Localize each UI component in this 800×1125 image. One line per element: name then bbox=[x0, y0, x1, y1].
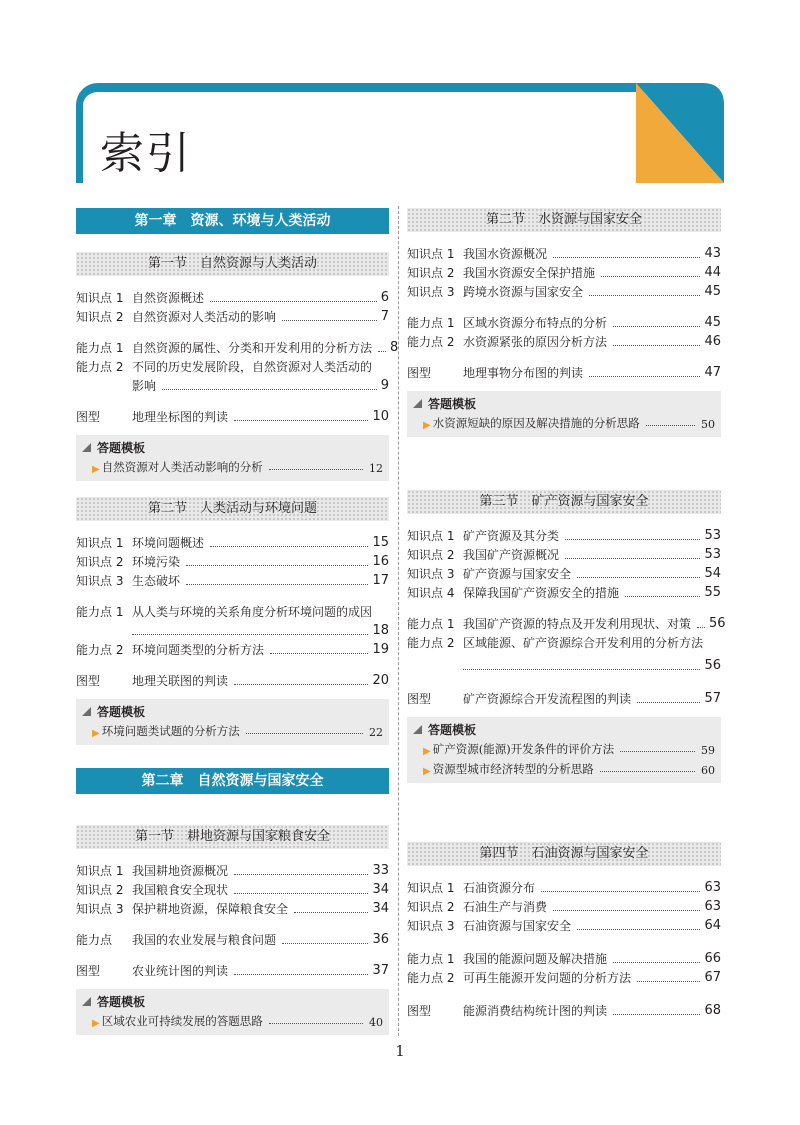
section-2-3 bbox=[407, 490, 726, 783]
entry-row[interactable]: 图型 农业统计图的判读 37 bbox=[76, 963, 389, 978]
entry-row[interactable]: 图型 矿产资源综合开发流程图的判读 57 bbox=[407, 691, 721, 706]
entry-row[interactable]: 知识点 3 生态破坏 17 bbox=[76, 573, 389, 588]
entry-row[interactable]: 能力点 1 从人类与环境的关系角度分析环境问题的成因 bbox=[76, 605, 373, 619]
answer-template-box: 答题模板 ▶ 自然资源对人类活动影响的分析 12 bbox=[76, 435, 389, 481]
entry-row[interactable]: 图型 能源消费结构统计图的判读 68 bbox=[407, 1003, 721, 1018]
triangle-icon bbox=[82, 443, 91, 452]
corner-decoration bbox=[636, 83, 724, 183]
entry-row[interactable]: 图型 地理关联图的判读 20 bbox=[76, 673, 389, 688]
page-title: 索引 bbox=[100, 128, 192, 179]
entry-row[interactable]: 能力点 2 环境问题类型的分析方法 19 bbox=[76, 642, 389, 657]
entry-row[interactable]: 知识点 4 保障我国矿产资源安全的措施 55 bbox=[407, 585, 721, 600]
chapter-2-heading-wrap bbox=[76, 768, 389, 794]
entry-row[interactable]: 能力点 1 自然资源的属性、分类和开发利用的分析方法 8 bbox=[76, 340, 399, 355]
column-divider bbox=[398, 206, 399, 1036]
entry-row[interactable]: 知识点 2 我国水资源安全保护措施 44 bbox=[407, 265, 721, 280]
entry-row[interactable]: 能力点 2 不同的历史发展阶段，自然资源对人类活动的 bbox=[76, 360, 373, 374]
entry-row[interactable]: 能力点 1 我国矿产资源的特点及开发利用现状、对策 56 bbox=[407, 616, 726, 631]
entry-row[interactable]: 知识点 1 石油资源分布 63 bbox=[407, 880, 721, 895]
template-item[interactable]: ▶ 自然资源对人类活动影响的分析 12 bbox=[92, 460, 383, 475]
entry-row-continued[interactable]: 影响 9 bbox=[132, 378, 389, 393]
entry-row[interactable]: 能力点 我国的农业发展与粮食问题 36 bbox=[76, 932, 389, 947]
entry-row[interactable]: 能力点 2 可再生能源开发问题的分析方法 67 bbox=[407, 970, 721, 985]
entry-row[interactable]: 知识点 3 矿产资源与国家安全 54 bbox=[407, 566, 721, 581]
entry-row[interactable]: 知识点 2 自然资源对人类活动的影响 7 bbox=[76, 309, 389, 324]
arrow-right-icon: ▶ bbox=[92, 1018, 100, 1029]
template-item[interactable]: ▶ 矿产资源(能源)开发条件的评价方法 59 bbox=[423, 742, 715, 757]
arrow-right-icon: ▶ bbox=[423, 420, 431, 431]
entry-row[interactable]: 能力点 1 我国的能源问题及解决措施 66 bbox=[407, 951, 721, 966]
section-1-1 bbox=[76, 252, 399, 481]
answer-template-box: 答题模板 ▶ 环境问题类试题的分析方法 22 bbox=[76, 699, 389, 745]
entry-row[interactable]: 知识点 2 我国矿产资源概况 53 bbox=[407, 547, 721, 562]
section-heading: 第二节 水资源与国家安全 bbox=[407, 208, 721, 232]
template-item[interactable]: ▶ 环境问题类试题的分析方法 22 bbox=[92, 724, 383, 739]
template-item[interactable]: ▶ 水资源短缺的原因及解决措施的分析思路 50 bbox=[423, 416, 715, 431]
section-heading: 第四节 石油资源与国家安全 bbox=[407, 842, 721, 866]
entry-row[interactable]: 知识点 1 我国耕地资源概况 33 bbox=[76, 863, 389, 878]
entry-row[interactable]: 知识点 2 我国粮食安全现状 34 bbox=[76, 882, 389, 897]
entry-row[interactable]: 知识点 1 矿产资源及其分类 53 bbox=[407, 528, 721, 543]
entry-row[interactable]: 知识点 2 环境污染 16 bbox=[76, 554, 389, 569]
entry-row[interactable]: 图型 地理事物分布图的判读 47 bbox=[407, 365, 721, 380]
left-column bbox=[76, 208, 389, 234]
section-heading: 第二节 人类活动与环境问题 bbox=[76, 497, 389, 521]
arrow-right-icon: ▶ bbox=[423, 746, 431, 757]
entry-row[interactable]: 知识点 1 自然资源概述 6 bbox=[76, 290, 389, 305]
section-heading: 第一节 耕地资源与国家粮食安全 bbox=[76, 825, 389, 849]
section-heading: 第一节 自然资源与人类活动 bbox=[76, 252, 389, 276]
triangle-icon bbox=[413, 725, 422, 734]
triangle-icon bbox=[82, 997, 91, 1006]
answer-template-box: 答题模板 ▶ 区域农业可持续发展的答题思路 40 bbox=[76, 989, 389, 1035]
answer-template-box: 答题模板 ▶ 矿产资源(能源)开发条件的评价方法 59 ▶ 资源型城市经济转型的分析思路 60 bbox=[407, 717, 721, 783]
entry-row[interactable]: 能力点 1 区域水资源分布特点的分析 45 bbox=[407, 315, 721, 330]
chapter-1-heading: 第一章 资源、环境与人类活动 bbox=[76, 208, 389, 234]
entry-row[interactable]: 知识点 2 石油生产与消费 63 bbox=[407, 899, 721, 914]
section-2-2 bbox=[407, 208, 721, 437]
entry-row[interactable]: 知识点 1 环境问题概述 15 bbox=[76, 535, 389, 550]
arrow-right-icon: ▶ bbox=[92, 728, 100, 739]
answer-template-box: 答题模板 ▶ 水资源短缺的原因及解决措施的分析思路 50 bbox=[407, 391, 721, 437]
entry-row-continued[interactable]: 56 bbox=[407, 652, 721, 675]
section-2-1 bbox=[76, 825, 389, 1035]
triangle-icon bbox=[82, 707, 91, 716]
chapter-2-heading: 第二章 自然资源与国家安全 bbox=[76, 768, 389, 794]
template-item[interactable]: ▶ 资源型城市经济转型的分析思路 60 bbox=[423, 762, 715, 777]
entry-row[interactable]: 图型 地理坐标图的判读 10 bbox=[76, 409, 389, 424]
arrow-right-icon: ▶ bbox=[92, 464, 100, 475]
template-item[interactable]: ▶ 区域农业可持续发展的答题思路 40 bbox=[92, 1014, 383, 1029]
section-heading: 第三节 矿产资源与国家安全 bbox=[407, 490, 721, 514]
entry-row[interactable]: 能力点 2 区域能源、矿产资源综合开发利用的分析方法 bbox=[407, 636, 704, 650]
page-number: 1 bbox=[395, 1042, 405, 1060]
triangle-icon bbox=[413, 399, 422, 408]
entry-row[interactable]: 知识点 3 保护耕地资源，保障粮食安全 34 bbox=[76, 901, 389, 916]
entry-row[interactable]: 知识点 1 我国水资源概况 43 bbox=[407, 246, 721, 261]
section-1-2 bbox=[76, 497, 389, 745]
arrow-right-icon: ▶ bbox=[423, 766, 431, 777]
entry-row-continued[interactable]: 18 bbox=[76, 621, 389, 640]
entry-row[interactable]: 知识点 3 跨境水资源与国家安全 45 bbox=[407, 284, 721, 299]
entry-row[interactable]: 知识点 3 石油资源与国家安全 64 bbox=[407, 918, 721, 933]
entry-row[interactable]: 能力点 2 水资源紧张的原因分析方法 46 bbox=[407, 334, 721, 349]
section-2-4 bbox=[407, 842, 721, 1020]
